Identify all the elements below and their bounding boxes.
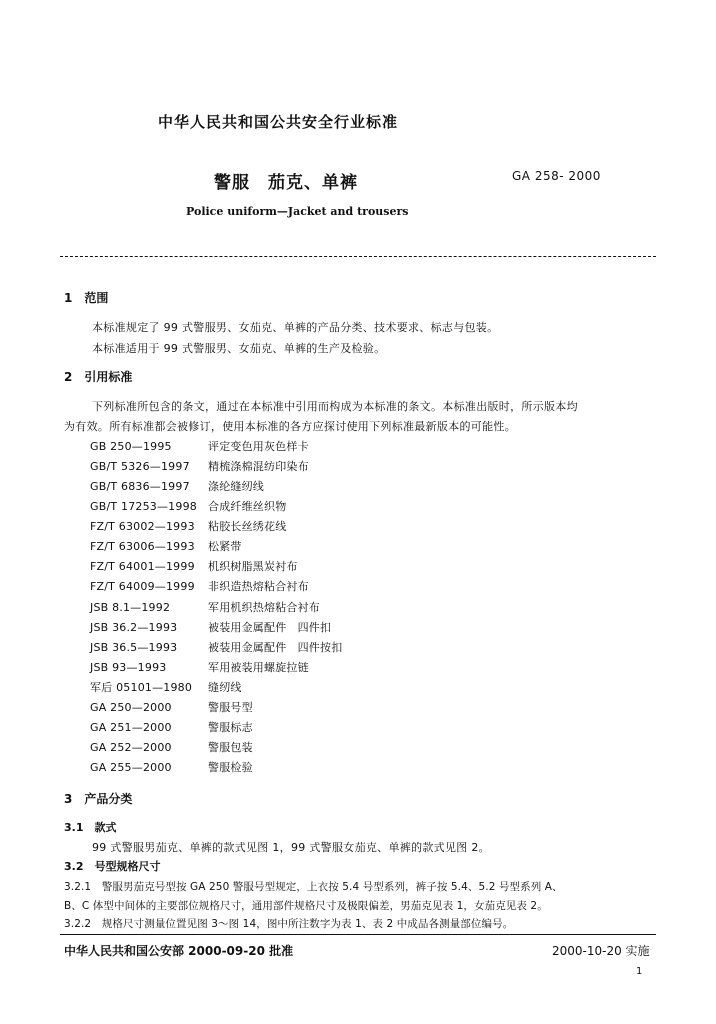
reference-code: GA 252—2000 <box>90 741 172 754</box>
reference-code: 军后 05101—1980 <box>90 681 193 694</box>
reference-title: 合成纤维丝织物 <box>208 500 287 513</box>
reference-item <box>90 538 242 554</box>
reference-item <box>90 578 309 594</box>
reference-item <box>90 719 253 735</box>
section-2-heading: 2 引用标准 <box>64 370 133 384</box>
reference-title: 被装用金属配件 四件扣 <box>208 621 332 634</box>
reference-title: 缝纫线 <box>208 681 242 694</box>
reference-code: JSB 36.5—1993 <box>90 641 178 654</box>
reference-code: FZ/T 64009—1999 <box>90 580 195 593</box>
reference-code: GB/T 17253—1998 <box>90 500 197 513</box>
reference-item <box>90 558 298 574</box>
reference-title: 精梳涤棉混纺印染布 <box>208 460 309 473</box>
section-3-1-text: 99 式警服男茄克、单裤的款式见图 1，99 式警服女茄克、单裤的款式见图 2。 <box>92 841 490 854</box>
reference-code: GA 250—2000 <box>90 701 172 714</box>
reference-item <box>90 699 253 715</box>
section-3-2-1-line-1: 3.2.1 警服男茄克号型按 GA 250 警服号型规定，上衣按 5.4 号型系列，裤子按 5.4、5.2 号型系列 A、 <box>64 881 563 893</box>
section-3-2-2-line: 3.2.2 规格尺寸测量位置见图 3～图 14，图中所注数字为表 1、表 2 中成品各测量部位编号。 <box>64 918 514 930</box>
reference-code: GB/T 6836—1997 <box>90 480 190 493</box>
reference-title: 警服包装 <box>208 741 253 754</box>
reference-code: JSB 93—1993 <box>90 661 167 674</box>
section-3-1-heading: 3.1 款式 <box>64 821 117 834</box>
section-1-paragraph-2: 本标准适用于 99 式警服男、女茄克、单裤的生产及检验。 <box>92 342 386 355</box>
reference-code: JSB 8.1—1992 <box>90 601 171 614</box>
reference-code: JSB 36.2—1993 <box>90 621 178 634</box>
reference-code: GA 251—2000 <box>90 721 172 734</box>
reference-title: 被装用金属配件 四件按扣 <box>208 641 343 654</box>
page-number: 1 <box>636 966 643 977</box>
issuer-line: 中华人民共和国公共安全行业标准 <box>158 113 399 131</box>
reference-title: 警服标志 <box>208 721 253 734</box>
reference-title: 粘胶长丝绣花线 <box>208 520 287 533</box>
section-3-2-1-line-2: B、C 体型中间体的主要部位规格尺寸，通用部件规格尺寸及极限偏差，男茄克见表 1，女茄克见表 2。 <box>64 900 548 912</box>
footer-divider <box>60 934 656 935</box>
reference-item <box>90 619 331 635</box>
reference-title: 警服检验 <box>208 761 253 774</box>
reference-item <box>90 518 286 534</box>
reference-code: GA 255—2000 <box>90 761 172 774</box>
reference-item <box>90 659 309 675</box>
reference-item <box>90 498 286 514</box>
implementation-date: 2000-10-20 实施 <box>552 944 650 958</box>
reference-code: GB/T 5326—1997 <box>90 460 190 473</box>
section-1-heading: 1 范围 <box>64 291 109 305</box>
reference-title: 机织树脂黑炭衬布 <box>208 560 298 573</box>
reference-code: FZ/T 64001—1999 <box>90 560 195 573</box>
reference-item <box>90 599 320 615</box>
reference-item <box>90 458 309 474</box>
reference-item <box>90 438 309 454</box>
standard-code: GA 258- 2000 <box>512 169 601 183</box>
reference-title: 评定变色用灰色样卡 <box>208 440 309 453</box>
reference-code: FZ/T 63006—1993 <box>90 540 195 553</box>
reference-title: 非织造热熔粘合衬布 <box>208 580 309 593</box>
reference-item <box>90 478 264 494</box>
approval-line: 中华人民共和国公安部 2000-09-20 批准 <box>64 944 294 958</box>
section-2-intro-line-1: 下列标准所包含的条文，通过在本标准中引用而构成为本标准的条文。本标准出版时，所示版本均 <box>92 400 578 413</box>
reference-item <box>90 639 342 655</box>
reference-title: 军用机织热熔粘合衬布 <box>208 601 320 614</box>
reference-title: 警服号型 <box>208 701 253 714</box>
reference-item <box>90 759 253 775</box>
section-2-intro-line-2: 为有效。所有标准都会被修订，使用本标准的各方应探讨使用下列标准最新版本的可能性。 <box>64 420 516 433</box>
reference-title: 涤纶缝纫线 <box>208 480 264 493</box>
reference-title: 松紧带 <box>208 540 242 553</box>
section-3-2-heading: 3.2 号型规格尺寸 <box>64 860 161 873</box>
reference-code: GB 250—1995 <box>90 440 172 453</box>
english-title: Police uniform—Jacket and trousers <box>186 205 409 218</box>
header-divider <box>60 256 656 257</box>
section-3-heading: 3 产品分类 <box>64 792 133 806</box>
reference-title: 军用被装用螺旋拉链 <box>208 661 309 674</box>
document-title: 警服 茄克、单裤 <box>214 173 358 193</box>
reference-item <box>90 679 242 695</box>
reference-item <box>90 739 253 755</box>
reference-code: FZ/T 63002—1993 <box>90 520 195 533</box>
section-1-paragraph-1: 本标准规定了 99 式警服男、女茄克、单裤的产品分类、技术要求、标志与包装。 <box>92 321 499 334</box>
